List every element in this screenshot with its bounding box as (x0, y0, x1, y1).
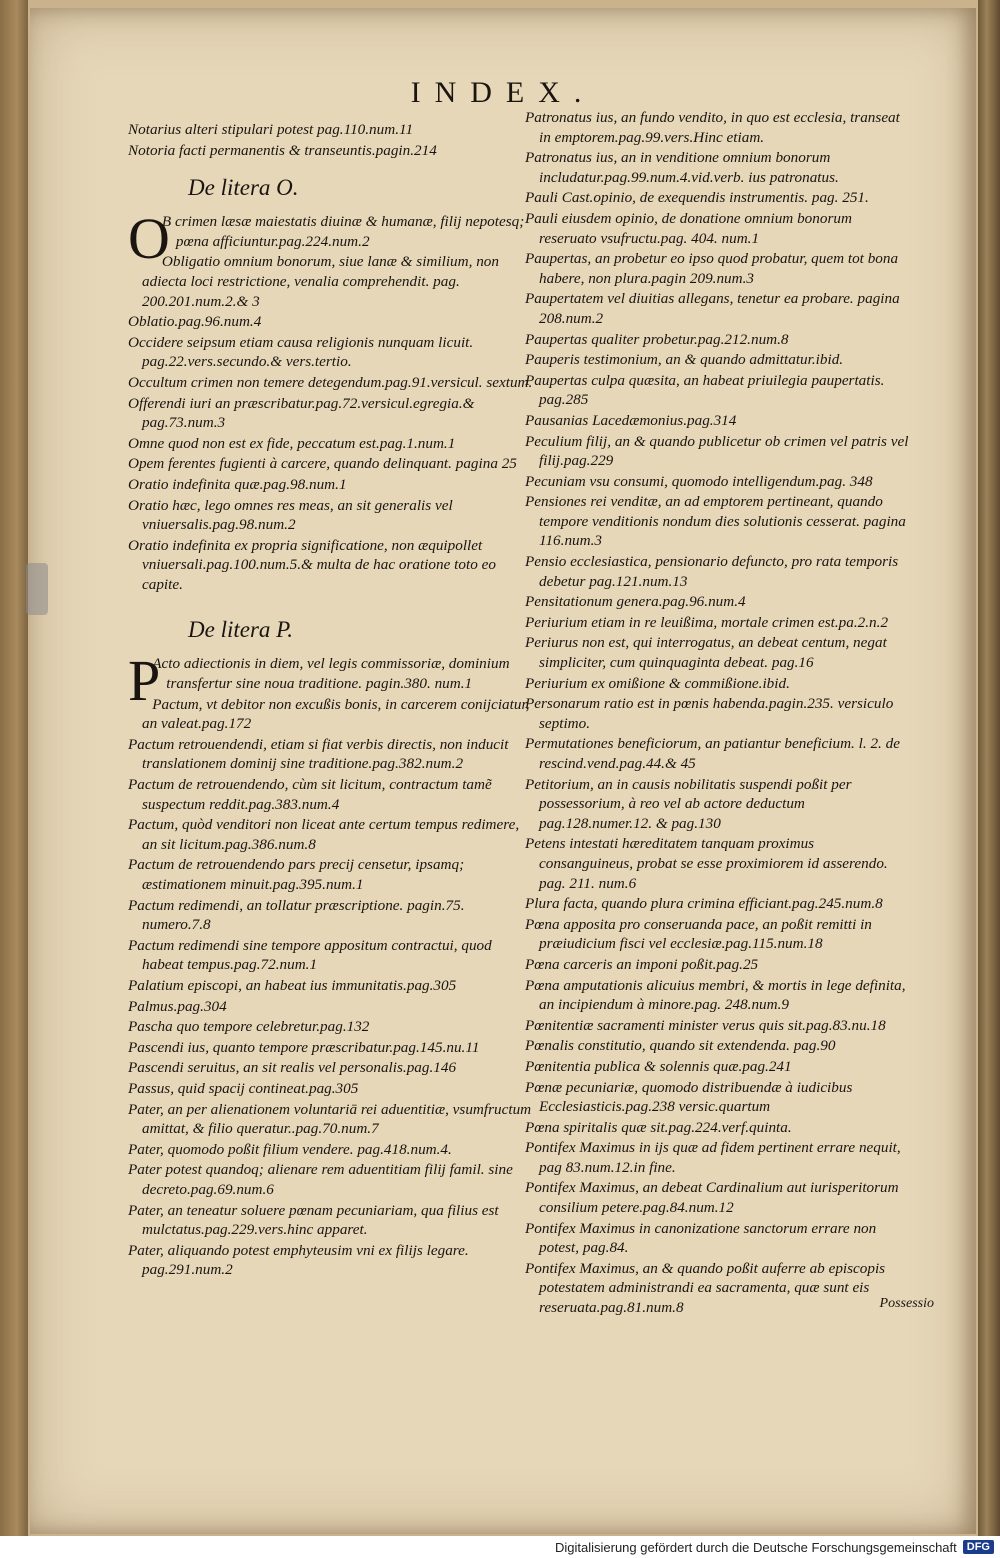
index-entry: Pontifex Maximus in ijs quæ ad fidem pertinent errare nequit, pag 83.num.12.in fine. (525, 1139, 901, 1176)
index-entry: Pœna carceris an imponi poßit.pag.25 (525, 955, 759, 973)
index-entry: Pontifex Maximus, an & quando poßit auferre ab episcopis potestatem administrandi ea sacramenta, quæ sunt eis reseruata.pag.81.num.8 (525, 1259, 886, 1317)
index-entry: Patronatus ius, an fundo vendito, in quo est ecclesia, transeat in emptorem.pag.99.vers.Hinc etiam. (525, 109, 900, 146)
index-entry: Pœna amputationis alicuius membri, & mortis in lege definita, an incipiendum à minore.pag. 248.num.9 (525, 976, 906, 1014)
index-entry: Palmus.pag.304 (128, 997, 227, 1015)
catchword: Possessio (879, 1296, 934, 1311)
index-entry: Oratio indefinita ex propria significatione, non æquipollet vniuersali.pag.100.num.5.& multa de hac oratione toto eo capite. (128, 536, 496, 593)
index-entry: Pactum, vt debitor non excußis bonis, in carcerem conijciatur, an valeat.pag.172 (142, 695, 530, 733)
index-entry: Obligatio omnium bonorum, siue lanæ & similium, non adiecta loci restrictione, venalia comprehendit. pag. 200.201.num.2.& 3 (142, 253, 499, 310)
index-entry: Occultum crimen non temere detegendum.pag.91.versicul. sextum. (128, 373, 533, 391)
index-entry: Pascendi seruitus, an sit realis vel personalis.pag.146 (128, 1059, 457, 1077)
index-entry: Offerendi iuri an præscribatur.pag.72.versicul.egregia.& pag.73.num.3 (128, 394, 475, 432)
digitization-footer (0, 1536, 1000, 1558)
index-entry: Pater, quomodo poßit filium vendere. pag.418.num.4. (128, 1140, 452, 1158)
footer-text: Digitalisierung gefördert durch die Deutsche Forschungsgemeinschaft (554, 1539, 957, 1555)
index-entry: Periurus non est, qui interrogatus, an debeat centum, negat simpliciter, cum quinquaginta debeat. pag.16 (525, 634, 887, 672)
index-entry: Pactum de retrouendendo, cùm sit licitum, contractum tamẽ suspectum reddit.pag.383.num.4 (128, 776, 492, 813)
index-entry: Oratio indefinita quæ.pag.98.num.1 (128, 475, 347, 493)
section-o-entries (128, 206, 533, 594)
index-entry: Periurium ex omißione & commißione.ibid. (525, 674, 790, 692)
index-entry: Pecuniam vsu consumi, quomodo intelligendum.pag. 348 (525, 472, 873, 490)
index-entry: Pœna spiritalis quæ sit.pag.224.verf.quinta. (525, 1118, 792, 1136)
index-entry: Periurium etiam in re leuißima, mortale crimen est.pa.2.n.2 (525, 613, 889, 631)
index-entry: Paupertas qualiter probetur.pag.212.num.8 (525, 330, 789, 348)
index-entry: Paupertas, an probetur eo ipso quod probatur, quem tot bona habere, non plura.pagin 209.num.3 (525, 250, 899, 287)
index-entry: Pontifex Maximus, an debeat Cardinalium aut iurisperitorum consilium petere.pag.84.num.12 (525, 1179, 899, 1217)
index-entry: Pœna apposita pro conseruanda pace, an poßit remitti in præiudicium fisci vel ecclesiæ.pag.115.num.18 (525, 915, 872, 953)
book-cover-left-edge (0, 0, 28, 1558)
index-entry: Pauli eiusdem opinio, de donatione omnium bonorum reseruato vsufructu.pag. 404. num.1 (525, 209, 852, 247)
index-entry: Petitorium, an in causis nobilitatis suspendi poßit per possessorium, à reo vel ab actore deductum pag.128.numer.12. & pag.130 (525, 775, 852, 832)
section-p-entries (128, 648, 533, 1279)
section-title-p: De litera P. (188, 617, 293, 643)
index-entry: Occidere seipsum etiam causa religionis nunquam licuit. pag.22.vers.secundo.& vers.tertio. (128, 333, 474, 371)
index-entry: Notoria facti permanentis & transeuntis.pagin.214 (128, 141, 437, 159)
index-entry: Permutationes beneficiorum, an patiantur beneficium. l. 2. de rescind.vend.pag.44.& 45 (525, 735, 900, 772)
page-header: INDEX. (410, 76, 596, 109)
index-entry: Pater, an per alienationem voluntariā rei aduentitiæ, vsumfructum amittat, & filio queratur..pag.70.num.7 (128, 1100, 532, 1138)
index-entry: B crimen læsæ maiestatis diuinæ & humanæ, filij nepotesq; pœna afficiuntur.pag.224.num.2 (161, 213, 525, 250)
entries-top (128, 120, 533, 160)
dfg-logo: DFG (963, 1540, 994, 1554)
index-entry: Passus, quid spacij contineat.pag.305 (128, 1079, 359, 1097)
index-entry: Pontifex Maximus in canonizatione sanctorum errare non potest, pag.84. (525, 1219, 877, 1257)
dropcap-p: P (128, 648, 161, 714)
index-entry: Personarum ratio est in pœnis habenda.pagin.235. versiculo septimo. (525, 695, 894, 732)
index-entry: Opem ferentes fugienti à carcere, quando delinquant. pagina 25 (128, 455, 517, 473)
index-entry: Pœnalis constitutio, quando sit extendenda. pag.90 (525, 1037, 836, 1055)
index-entry: Pensitationum genera.pag.96.num.4 (525, 593, 746, 611)
index-entry: Pœnitentiæ sacramenti minister verus quis sit.pag.83.nu.18 (525, 1016, 886, 1034)
index-entry: Pactum retrouendendi, etiam si fiat verbis directis, non inducit translationem dominij sine traditione.pag.382.num.2 (128, 735, 509, 773)
index-entry: Pauli Cast.opinio, de exequendis instrumentis. pag. 251. (525, 189, 869, 207)
section-p-body (128, 648, 533, 1279)
index-entry: Petens intestati hæreditatem tanquam proximus consanguineus, probat se esse proximiorem id asserendo. pag. 211. num.6 (525, 835, 888, 892)
book-page (30, 8, 976, 1534)
index-entry: Paupertatem vel diuitias allegans, tenetur ea probare. pagina 208.num.2 (525, 290, 900, 327)
index-entry: Pactum redimendi, an tollatur præscriptione. pagin.75. numero.7.8 (128, 896, 465, 934)
right-column (525, 108, 910, 1319)
index-entry: Pauperis testimonium, an & quando admittatur.ibid. (525, 351, 844, 369)
index-entry: Omne quod non est ex fide, peccatum est.pag.1.num.1 (128, 434, 456, 452)
index-entry: Pactum de retrouendendo pars precij censetur, ipsamq; æstimationem minuit.pag.395.num.1 (128, 856, 465, 893)
index-entry: Acto adiectionis in diem, vel legis commissoriæ, dominium transfertur sine noua traditione. pagin.380. num.1 (152, 655, 510, 693)
index-entry: Patronatus ius, an in venditione omnium bonorum includatur.pag.99.num.4.vid.verb. ius patronatus. (525, 149, 839, 186)
index-entry: Notarius alteri stipulari potest pag.110.num.11 (128, 121, 414, 138)
left-column (128, 120, 533, 1281)
index-entry: Peculium filij, an & quando publicetur ob crimen vel patris vel filij.pag.229 (525, 432, 909, 470)
section-title-o: De litera O. (188, 175, 299, 201)
index-entry: Pascha quo tempore celebretur.pag.132 (128, 1018, 370, 1036)
index-entry: Pensio ecclesiastica, pensionario defuncto, pro rata temporis debetur pag.121.num.13 (525, 553, 899, 590)
index-entry: Pausanias Lacedæmonius.pag.314 (525, 411, 737, 429)
page-stain (26, 563, 48, 615)
section-o-body (128, 206, 533, 594)
index-entry: Pœnitentia publica & solennis quæ.pag.241 (525, 1057, 792, 1075)
index-entry: Plura facta, quando plura crimina efficiant.pag.245.num.8 (525, 895, 883, 913)
index-entry: Pater, an teneatur soluere pœnam pecuniariam, qua filius est mulctatus.pag.229.vers.hinc apparet. (128, 1201, 499, 1239)
book-cover-right-edge (978, 0, 1000, 1558)
index-entry: Pœnæ pecuniariæ, quomodo distribuendæ à iudicibus Ecclesiasticis.pag.238 versic.quartum (525, 1078, 853, 1116)
index-entry: Oblatio.pag.96.num.4 (128, 313, 262, 331)
right-entries (525, 108, 910, 1318)
index-entry: Paupertas culpa quæsita, an habeat priuilegia paupertatis. pag.285 (525, 371, 885, 409)
index-entry: Pactum redimendi sine tempore appositum contractui, quod habeat tempus.pag.72.num.1 (128, 936, 492, 974)
index-entry: Pascendi ius, quanto tempore præscribatur.pag.145.nu.11 (128, 1038, 480, 1056)
index-entry: Pater potest quandoq; alienare rem aduentitiam filij famil. sine decreto.pag.69.num.6 (128, 1161, 513, 1198)
index-entry: Oratio hæc, lego omnes res meas, an sit generalis vel vniuersalis.pag.98.num.2 (128, 496, 453, 534)
dropcap-o: O (128, 206, 170, 272)
index-entry: Pater, aliquando potest emphyteusim vni ex filijs legare. pag.291.num.2 (128, 1241, 469, 1279)
index-entry: Pactum, quòd venditori non liceat ante certum tempus redimere, an sit licitum.pag.386.num.8 (128, 816, 520, 853)
index-entry: Pensiones rei venditæ, an ad emptorem pertineant, quando tempore venditionis nondum dies solutionis cesserat. pagina 116.num.3 (525, 493, 906, 550)
index-entry: Palatium episcopi, an habeat ius immunitatis.pag.305 (128, 976, 457, 994)
